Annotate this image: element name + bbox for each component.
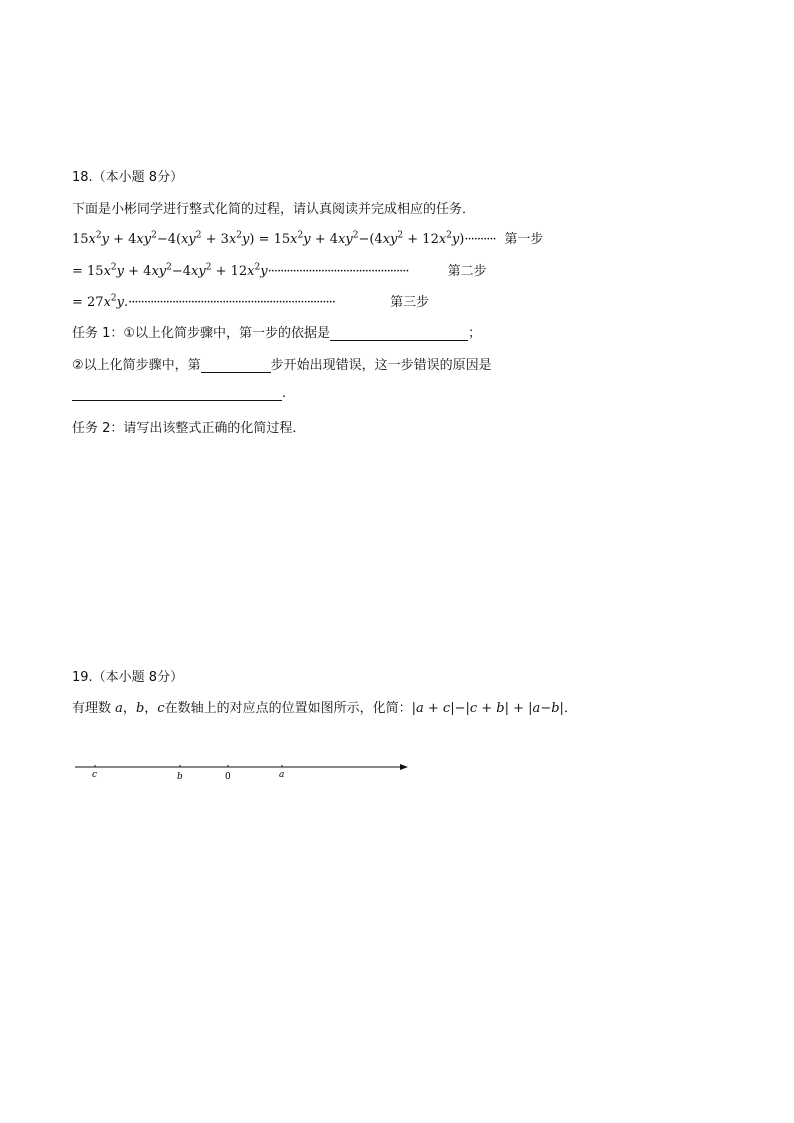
label-b: b	[177, 772, 183, 782]
q19-text	[72, 697, 577, 716]
q18-task1	[72, 322, 481, 341]
q18-task1b-end: .	[282, 386, 287, 401]
q18-equation-line2: = $15x^2y + 4xy^2-4xy^2 + 12x^2y\cdot\cdot\cdot\cdot\cdot\cdot\cdot\cdot\cdot\cdot\cdot\cdot\cdot\cdot\cdot\cdot\cdot\cdot\cdot\cdot\cdot\cdot\cdot\cdot\cdot\cdot\cdot\cdot\cdot\cdot\cdot\cdot\cdot\cdot\cdot\cdot\cdot\cdot\cdot\cdot\cdot\cdot\cdot\cdot\cdot$ 第二步	[72, 262, 487, 279]
q19-sep-1: ，	[122, 701, 136, 716]
q18-step3-label: 第三步	[390, 295, 430, 310]
q18-step1-label: 第一步	[504, 232, 544, 247]
q18-task1b-reason	[72, 386, 286, 401]
q19-text-prefix: 有理数	[72, 701, 112, 716]
q19-var-a: a	[115, 701, 123, 716]
q19-number-line	[70, 756, 420, 786]
q18-task1-suffix: ；	[468, 326, 482, 341]
q18-task1-blank[interactable]	[330, 326, 468, 341]
q18-task1b	[72, 354, 492, 373]
q18-task1b-prefix: ②以上化简步骤中，第	[72, 358, 201, 373]
q18-header: 18.（本小题 8分）	[72, 170, 184, 185]
q18-step2-label: 第二步	[447, 264, 487, 279]
q19-sep-2: ，	[144, 701, 158, 716]
label-c: c	[92, 770, 98, 780]
q18-equation-line1: $15x^2y + 4xy^2-4(xy^2 + 3x^2y) = 15x^2y + 4xy^2-(4xy^2 + 12x^2y)\cdot\cdot\cdot\cdot\cdot\cdot\cdot\cdot\cdot\cdot$ 第一步	[72, 230, 544, 247]
q19-var-b: b	[135, 701, 145, 716]
q18-intro: 下面是小彬同学进行整式化简的过程，请认真阅读并完成相应的任务．	[72, 202, 476, 217]
q19-expression: |a + c|−|c + b| + |a−b|	[411, 701, 564, 716]
number-line-arrow	[400, 764, 408, 770]
q18-equation-line3: = $27x^2y.\cdot\cdot\cdot\cdot\cdot\cdot\cdot\cdot\cdot\cdot\cdot\cdot\cdot\cdot\cdot\cdot\cdot\cdot\cdot\cdot\cdot\cdot\cdot\cdot\cdot\cdot\cdot\cdot\cdot\cdot\cdot\cdot\cdot\cdot\cdot\cdot\cdot\cdot\cdot\cdot\cdot\cdot\cdot\cdot\cdot\cdot\cdot\cdot\cdot\cdot\cdot\cdot\cdot\cdot\cdot\cdot\cdot\cdot\cdot\cdot\cdot\cdot\cdot\cdot\cdot\cdot$ 第三步	[72, 293, 430, 310]
q19-text-middle: 在数轴上的对应点的位置如图所示，化简：	[164, 701, 412, 716]
q19-header: 19.（本小题 8分）	[72, 670, 184, 685]
q19-text-end: ．	[563, 701, 577, 716]
q18-task1b-reason-blank[interactable]	[72, 386, 282, 401]
q18-task2: 任务 2：请写出该整式正确的化简过程．	[72, 421, 306, 436]
q18-task1-prefix: 任务 1：①以上化简步骤中，第一步的依据是	[72, 326, 331, 341]
label-0: 0	[225, 772, 231, 782]
q18-task1b-step-blank[interactable]	[201, 358, 271, 373]
q18-task1b-middle: 步开始出现错误，这一步错误的原因是	[270, 358, 492, 373]
label-a: a	[279, 770, 285, 780]
q19-var-c: c	[157, 701, 165, 716]
